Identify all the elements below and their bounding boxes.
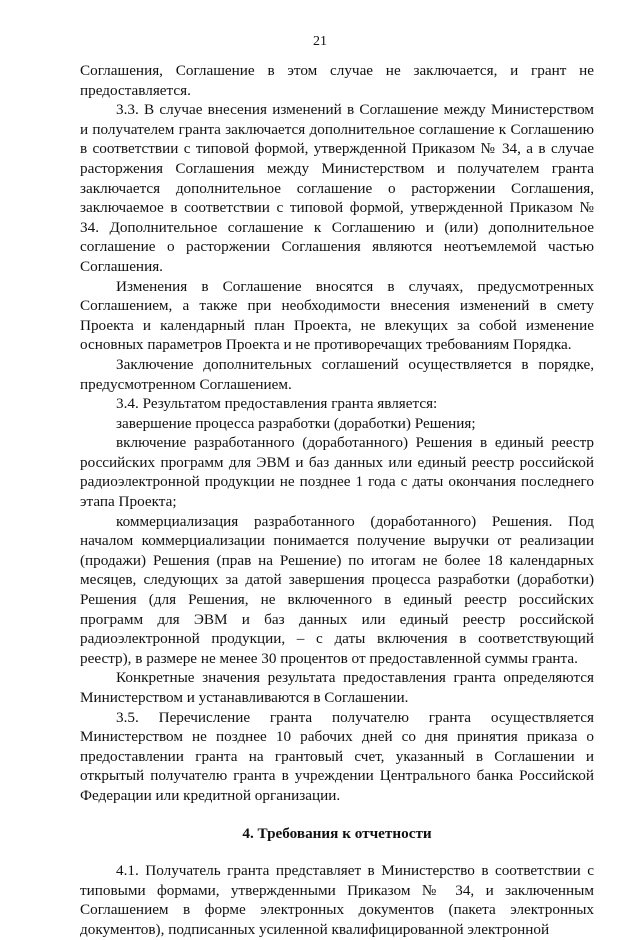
paragraph-3-4: 3.4. Результатом предоставления гранта является: [116,395,438,413]
section-heading: 4. Требования к отчетности [242,824,432,842]
result-item-completion: завершение процесса разработки (доработки) Решения; [116,414,476,432]
paragraph-changes: Изменения в Соглашение вносятся в случаях, предусмотренных Соглашением, а также при необходимости внесения изменений в смету Проекта и календарный план Проекта, не влекущих за собой изменение основных параметров Проекта и не противоречащих требованиям Порядка. [80,277,594,354]
paragraph-continuation: Соглашения, Соглашение в этом случае не заключается, и грант не предоставляется. [80,62,594,99]
result-item-registry: включение разработанного (доработанного) Решения в единый реестр российских программ для ЭВМ и баз данных или единый реестр российской радиоэлектронной продукции не позднее 1 года с даты окончания последнего этапа Проекта; [80,434,594,511]
document-body [80,61,594,940]
paragraph-4-1: 4.1. Получатель гранта представляет в Министерство в соответствии с типовыми формами, утвержденными Приказом № 34, и заключенным Соглашением в форме электронных документов (пакета электронных документов), подписанных усиленной квалифицированной электронной [80,862,594,938]
paragraph-specific-values: Конкретные значения результата предоставления гранта определяются Министерством и устанавливаются в Соглашении. [80,669,594,706]
result-item-commercialization: коммерциализация разработанного (доработанного) Решения. Под началом коммерциализации понимается получение выручки от реализации (продажи) Решения (прав на Решение) по итогам не более 18 календарных месяцев, следующих за датой завершения процесса разработки (доработки) Решения (для Решения, не включенного в единый реестр российских программ для ЭВМ и баз данных или единый реестр российской радиоэлектронной продукции, – с даты включения в соответствующий реестр), в размере не менее 30 процентов от предоставленной суммы гранта. [80,512,594,667]
paragraph-supplementary-agreements: Заключение дополнительных соглашений осуществляется в порядке, предусмотренном Соглашением. [80,355,594,393]
page-number: 21 [313,34,327,49]
paragraph-3-3: 3.3. В случае внесения изменений в Соглашение между Министерством и получателем гранта заключается дополнительное соглашение к Соглашению в соответствии с типовой формой, утвержденной Приказом № 34, а в случае расторжения Соглашения между Министерством и получателем гранта заключается дополнительное соглашение о расторжении Соглашения, заключаемое в соответствии с типовой формой, утвержденной Приказом № 34. Дополнительное соглашение к Соглашению и (или) дополнительное соглашение о расторжении Соглашения являются неотъемлемой частью Соглашения. [80,101,594,275]
paragraph-3-5: 3.5. Перечисление гранта получателю гранта осуществляется Министерством не позднее 10 рабочих дней со дня принятия приказа о предоставлении гранта на грантовый счет, указанный в Соглашении и открытый получателю гранта в учреждении Центрального банка Российской Федерации или кредитной организации. [80,708,594,804]
